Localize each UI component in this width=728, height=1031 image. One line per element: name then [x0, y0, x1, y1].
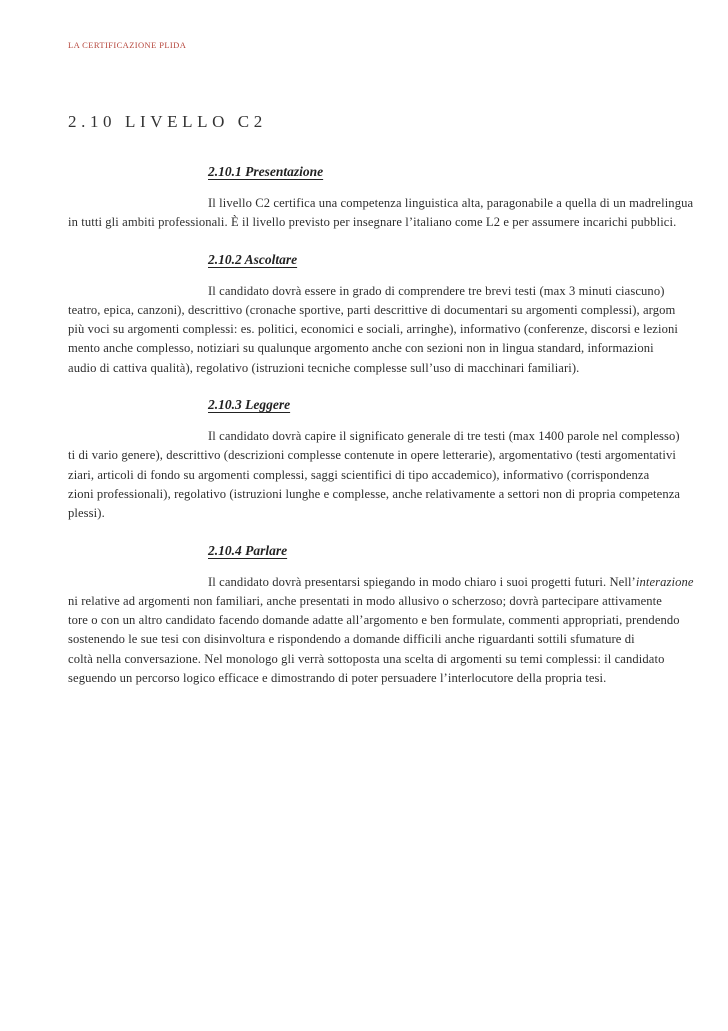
- text-line: più voci su argomenti complessi: es. politici, economici e sociali, arringhe), informativo (conferenze, discorsi e lezioni: [68, 322, 678, 337]
- paragraph-parlare: [68, 573, 728, 689]
- paragraph-presentazione: [68, 194, 728, 233]
- text-line: teatro, epica, canzoni), descrittivo (cronache sportive, parti descrittive di documentari su argomenti complessi), argom: [68, 302, 676, 317]
- subsection-heading-presentazione: 2.10.1 Presentazione: [208, 164, 324, 179]
- text-line: audio di cattiva qualità), regolativo (istruzioni tecniche complesse sull’uso di macchinari familiari).: [68, 360, 580, 375]
- section-title: 2.10 LIVELLO C2: [68, 112, 267, 131]
- text-line: in tutti gli ambiti professionali. È il livello previsto per insegnare l’italiano come L2 e per assumere incarichi pubblici.: [68, 215, 677, 230]
- text-line: coltà nella conversazione. Nel monologo gli verrà sottoposta una scelta di argomenti su temi complessi: il candidato: [68, 651, 665, 666]
- subsection-heading-leggere: 2.10.3 Leggere: [208, 397, 291, 413]
- text-line: mento anche complesso, notiziari su qualunque argomento anche con sezioni non in lingua standard, informazioni: [68, 341, 654, 356]
- subsection-heading-parlare: 2.10.4 Parlare: [208, 542, 288, 558]
- text-line: seguendo un percorso logico efficace e dimostrando di poter persuadere l’interlocutore della propria tesi.: [68, 671, 607, 686]
- text-line: Il candidato dovrà capire il significato generale di tre testi (max 1400 parole nel complesso): [208, 429, 680, 444]
- document-body: [68, 162, 728, 702]
- running-head: LA CERTIFICAZIONE PLIDA: [68, 40, 187, 50]
- paragraph-leggere: [68, 427, 728, 523]
- text-line: tore o con un altro candidato facendo domande adatte all’argomento e ben formulate, commenti appropriati, prendendo: [68, 613, 680, 628]
- emphasis-term: interazione: [635, 574, 694, 589]
- text-line: Il candidato dovrà essere in grado di comprendere tre brevi testi (max 3 minuti ciascuno): [208, 283, 665, 298]
- text-line: ziari, articoli di fondo su argomenti complessi, saggi scientifici di tipo accademico), informativo (corrispondenza: [68, 467, 650, 482]
- text-line: ti di vario genere), descrittivo (descrizioni complesse contenute in opere letterarie), argomentativo (testi argomentativi: [68, 448, 676, 463]
- text-line: Il livello C2 certifica una competenza linguistica alta, paragonabile a quella di un madrelingua: [208, 196, 694, 210]
- text-line: Il candidato dovrà presentarsi spiegando in modo chiaro i suoi progetti futuri. Nell’interazione: [208, 574, 694, 589]
- text-line: ni relative ad argomenti non familiari, anche presentati in modo allusivo o scherzoso; dovrà partecipare attivamente: [68, 593, 662, 608]
- text-line: plessi).: [68, 506, 105, 521]
- paragraph-ascoltare: [68, 282, 728, 378]
- subsection-heading-ascoltare: 2.10.2 Ascoltare: [208, 251, 298, 267]
- text-line: sostenendo le sue tesi con disinvoltura e rispondendo a domande difficili anche riguardanti sottili sfumature di: [68, 632, 635, 647]
- text-line: zioni professionali), regolativo (istruzioni lunghe e complesse, anche relativamente a settori non di propria competenza: [68, 486, 681, 501]
